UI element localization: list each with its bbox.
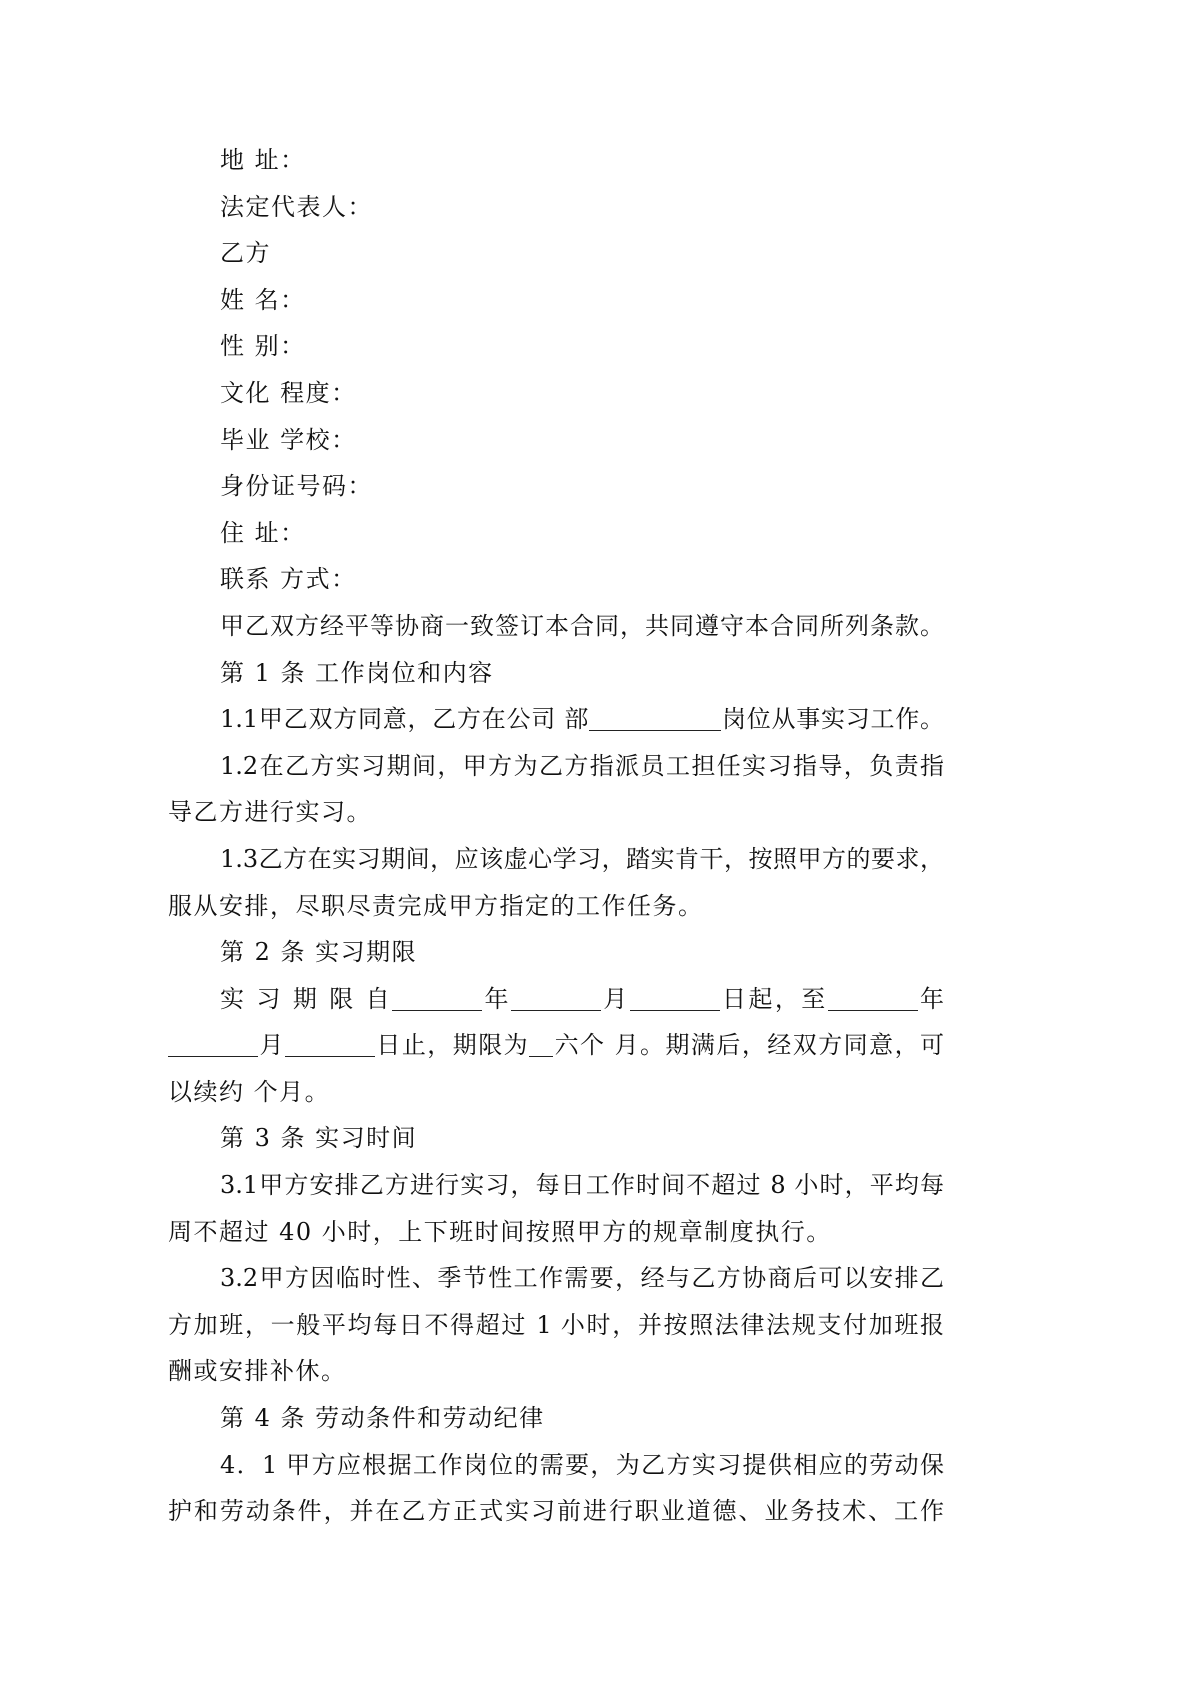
clause-1-1-line	[168, 696, 944, 743]
clause-1-1-text-after: 岗位从事实习工作。	[721, 705, 944, 734]
clause-1-1-text-before: 1.1甲乙双方同意，乙方在公司 部	[220, 705, 590, 734]
contract-body	[168, 137, 944, 1535]
preamble: 甲乙双方经平等协商一致签订本合同，共同遵守本合同所列条款。	[220, 611, 944, 640]
end-day-blank	[285, 1036, 375, 1057]
clause-3-1-line-2: 周不超过 40 小时，上下班时间按照甲方的规章制度执行。	[168, 1217, 832, 1246]
article-4-title: 第 4 条 劳动条件和劳动纪律	[220, 1404, 545, 1433]
clause-3-1-line-1: 3.1甲方安排乙方进行实习，每日工作时间不超过 8 小时，平均每	[220, 1171, 944, 1200]
clause-1-2-line-1: 1.2在乙方实习期间，甲方为乙方指派员工担任实习指导，负责指	[220, 751, 944, 780]
party-b-address-label: 住 址：	[220, 518, 306, 547]
clause-1-2-line-2: 导乙方进行实习。	[168, 798, 372, 827]
party-b-education-label: 文化 程度：	[220, 378, 357, 407]
clause-1-3-line-2: 服从安排，尽职尽责完成甲方指定的工作任务。	[168, 891, 704, 920]
end-day-unit: 日止，期限为	[374, 1031, 530, 1060]
party-a-address-label: 地 址：	[220, 146, 306, 174]
start-month-unit: 月	[600, 984, 630, 1013]
end-month-blank	[168, 1036, 258, 1057]
term-prefix: 实 习 期 限 自	[220, 984, 393, 1013]
start-day-blank	[630, 990, 720, 1011]
party-b-contact-label: 联系 方式：	[220, 565, 357, 594]
start-day-unit: 日起，至	[719, 984, 828, 1013]
party-b-school-label: 毕业 学校：	[220, 425, 357, 454]
clause-1-3-line-1: 1.3乙方在实习期间，应该虚心学习，踏实肯干，按照甲方的要求，	[220, 844, 944, 873]
article-1-title: 第 1 条 工作岗位和内容	[220, 658, 494, 687]
clause-4-1-line-2: 护和劳动条件，并在乙方正式实习前进行职业道德、业务技术、工作	[168, 1497, 944, 1526]
term-line-3: 以续约 个月。	[168, 1077, 331, 1106]
clause-4-1-line-1: 4．1 甲方应根据工作岗位的需要，为乙方实习提供相应的劳动保	[220, 1450, 944, 1479]
start-month-blank	[511, 990, 601, 1011]
term-suffix: 月。期满后，经双方同意，可	[605, 1031, 944, 1060]
party-b-heading: 乙方	[220, 239, 271, 268]
end-year-blank	[828, 990, 918, 1011]
party-b-gender-label: 性 别：	[220, 332, 306, 361]
party-b-id-number-label: 身份证号码：	[220, 472, 373, 501]
end-year-unit: 年	[917, 984, 944, 1013]
article-3-title: 第 3 条 实习时间	[220, 1124, 418, 1153]
clause-3-2-line-3: 酬或安排补休。	[168, 1357, 347, 1386]
department-position-blank	[589, 710, 721, 731]
start-year-blank	[392, 990, 482, 1011]
party-a-legal-representative-label: 法定代表人：	[220, 192, 373, 221]
duration-value: 六个	[553, 1031, 606, 1060]
article-2-title: 第 2 条 实习期限	[220, 938, 418, 967]
duration-blank	[529, 1036, 553, 1057]
party-b-name-label: 姓 名：	[220, 285, 306, 314]
end-month-unit: 月	[258, 1031, 285, 1060]
term-line-2	[168, 1022, 944, 1069]
clause-3-2-line-1: 3.2甲方因临时性、季节性工作需要，经与乙方协商后可以安排乙	[220, 1264, 944, 1293]
start-year-unit: 年	[482, 984, 511, 1013]
clause-3-2-line-2: 方加班，一般平均每日不得超过 1 小时，并按照法律法规支付加班报	[168, 1310, 944, 1339]
term-line-1	[168, 976, 944, 1023]
